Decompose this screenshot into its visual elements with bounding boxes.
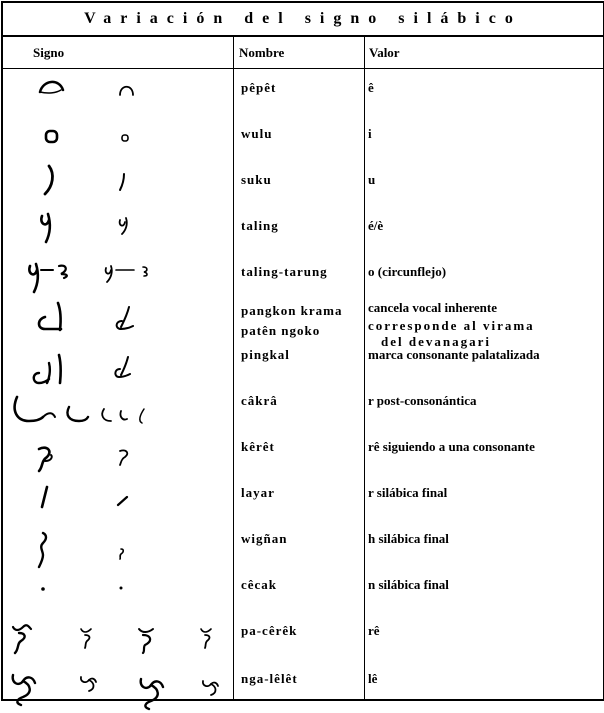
table-row xyxy=(3,208,603,254)
row-nombre: suku xyxy=(241,171,272,187)
row-valor: h silábica final xyxy=(368,530,449,546)
layar-glyph-icon xyxy=(3,483,233,529)
keret-glyph-icon xyxy=(3,437,233,483)
row-nombre: taling-tarung xyxy=(241,263,328,279)
row-valor: n silábica final xyxy=(368,576,449,592)
cecak-glyph-icon xyxy=(3,575,233,621)
row-nombre: nga-lêlêt xyxy=(241,670,298,686)
taling-tarung-glyph-icon xyxy=(3,254,233,300)
row-valor: rê siguiendo a una consonante xyxy=(368,439,535,455)
header-signo: Signo xyxy=(33,45,65,60)
row-nombre: cêcak xyxy=(241,576,278,592)
header-nombre: Nombre xyxy=(239,45,285,60)
row-valor: u xyxy=(368,171,376,187)
row-valor: rê xyxy=(368,622,380,638)
row-nombre: pêpêt xyxy=(241,80,277,95)
row-nombre: pangkon krama xyxy=(241,303,343,319)
pingkal-glyph-icon xyxy=(3,345,233,391)
row-valor-line2: corresponde al virama xyxy=(368,318,535,334)
table-body xyxy=(3,70,603,712)
table-row xyxy=(3,667,603,713)
wulu-glyph-icon xyxy=(3,116,233,162)
table-title: Variación del signo silábico xyxy=(3,3,603,37)
pa-cerek-glyph-icon xyxy=(3,621,233,667)
row-valor: cancela vocal inherente xyxy=(368,300,498,316)
row-valor: i xyxy=(368,125,372,141)
table-row xyxy=(3,254,603,300)
row-nombre: wigñan xyxy=(241,530,288,546)
row-valor: é/è xyxy=(368,217,384,233)
row-valor: ê xyxy=(368,80,374,95)
row-valor: r post-consonántica xyxy=(368,393,477,409)
taling-glyph-icon xyxy=(3,208,233,254)
header-divider xyxy=(3,68,603,69)
table-frame xyxy=(1,1,604,701)
row-nombre: layar xyxy=(241,485,275,501)
nga-lelet-glyph-icon xyxy=(3,667,233,713)
row-nombre: pa-cêrêk xyxy=(241,622,298,638)
table-row xyxy=(3,162,603,208)
table-row xyxy=(3,299,603,350)
row-valor: r silábica final xyxy=(368,485,448,501)
row-nombre: câkrâ xyxy=(241,393,278,409)
suku-glyph-icon xyxy=(3,162,233,208)
row-valor: marca consonante palatalizada xyxy=(368,347,540,363)
row-nombre: wulu xyxy=(241,125,273,141)
pepet-glyph-icon xyxy=(3,70,233,116)
table-row xyxy=(3,621,603,667)
table-row xyxy=(3,483,603,529)
table-row xyxy=(3,575,603,621)
row-valor: lê xyxy=(368,670,378,686)
row-nombre: pingkal xyxy=(241,347,290,363)
table-row xyxy=(3,70,603,116)
header-valor: Valor xyxy=(369,45,400,60)
table-row xyxy=(3,391,603,437)
table-row xyxy=(3,529,603,575)
row-valor-line3: del devanagari xyxy=(381,334,491,350)
wignyan-glyph-icon xyxy=(3,529,233,575)
table-row xyxy=(3,345,603,391)
row-nombre: kêrêt xyxy=(241,439,275,455)
row-nombre-alt: patên ngoko xyxy=(241,323,321,339)
cakra-glyph-icon xyxy=(3,391,233,437)
row-nombre: taling xyxy=(241,217,279,233)
table-row xyxy=(3,437,603,483)
row-valor: o (circunflejo) xyxy=(368,263,447,279)
table-row xyxy=(3,116,603,162)
pangkon-glyph-icon xyxy=(3,299,233,345)
